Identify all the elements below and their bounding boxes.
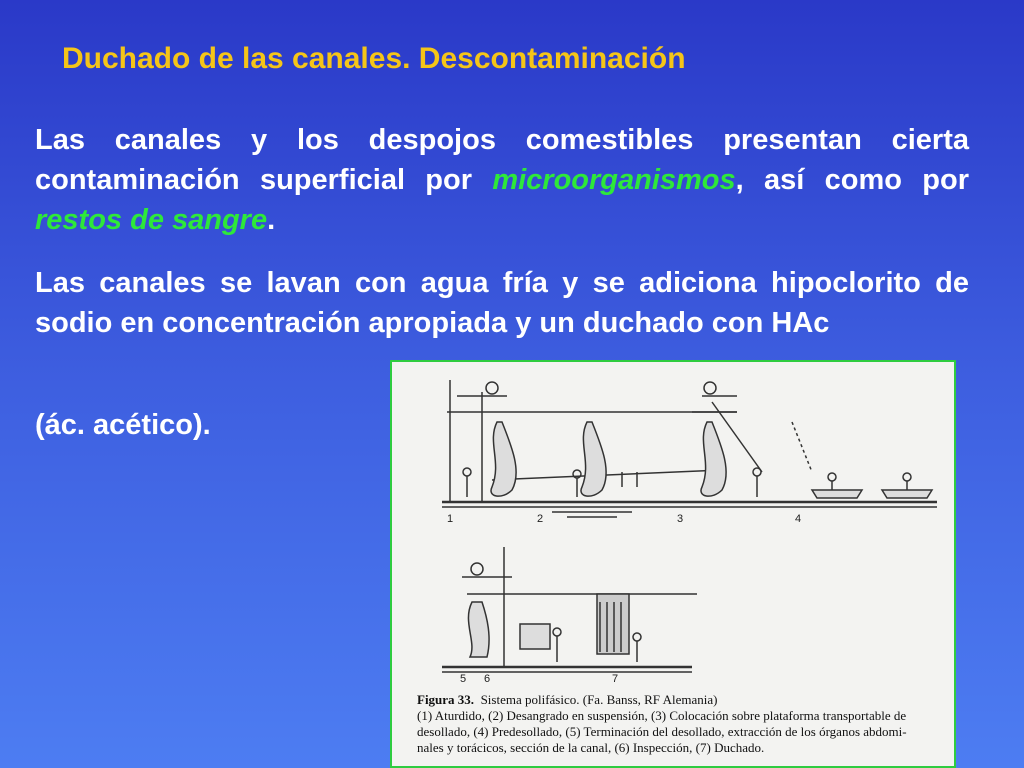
stage-label: 4 [795, 513, 802, 525]
caption-label: Figura 33. [417, 692, 475, 707]
highlight-microorganisms: microorganismos [492, 164, 736, 196]
paragraph-text: Las canales y los despojos comestibles presentan cierta contaminación superficial por [35, 124, 969, 196]
caption-line: desollado, (4) Predesollado, (5) Terminación del desollado, extracción de los órganos abdomi- [417, 724, 907, 739]
stage-label: 1 [447, 513, 454, 525]
caption-title: Sistema polifásico. (Fa. Banss, RF Alemania) [480, 692, 718, 707]
stage-label: 7 [612, 673, 619, 685]
figure-slaughter-diagram [390, 360, 956, 768]
paragraph-text: , así como por [735, 164, 969, 196]
stage-label: 5 [460, 673, 467, 685]
paragraph-contamination [35, 120, 969, 240]
caption-line: (1) Aturdido, (2) Desangrado en suspensión, (3) Colocación sobre plataforma transportable de [417, 708, 907, 723]
slide-title: Duchado de las canales. Descontaminación [62, 42, 686, 75]
stage-label: 2 [537, 513, 544, 525]
figure-caption [417, 692, 956, 756]
paragraph-text: . [267, 204, 276, 236]
paragraph-acetic-acid: (ác. acético). [35, 409, 211, 441]
stage-label: 3 [677, 513, 684, 525]
highlight-blood-remains: restos de sangre [35, 204, 268, 236]
caption-line: nales y torácicos, sección de la canal, (6) Inspección, (7) Duchado. [417, 740, 765, 755]
paragraph-washing: Las canales se lavan con agua fría y se adiciona hipoclorito de sodio en concentración apropiada y un duchado con HAc [35, 267, 969, 339]
stage-label: 6 [484, 673, 491, 685]
